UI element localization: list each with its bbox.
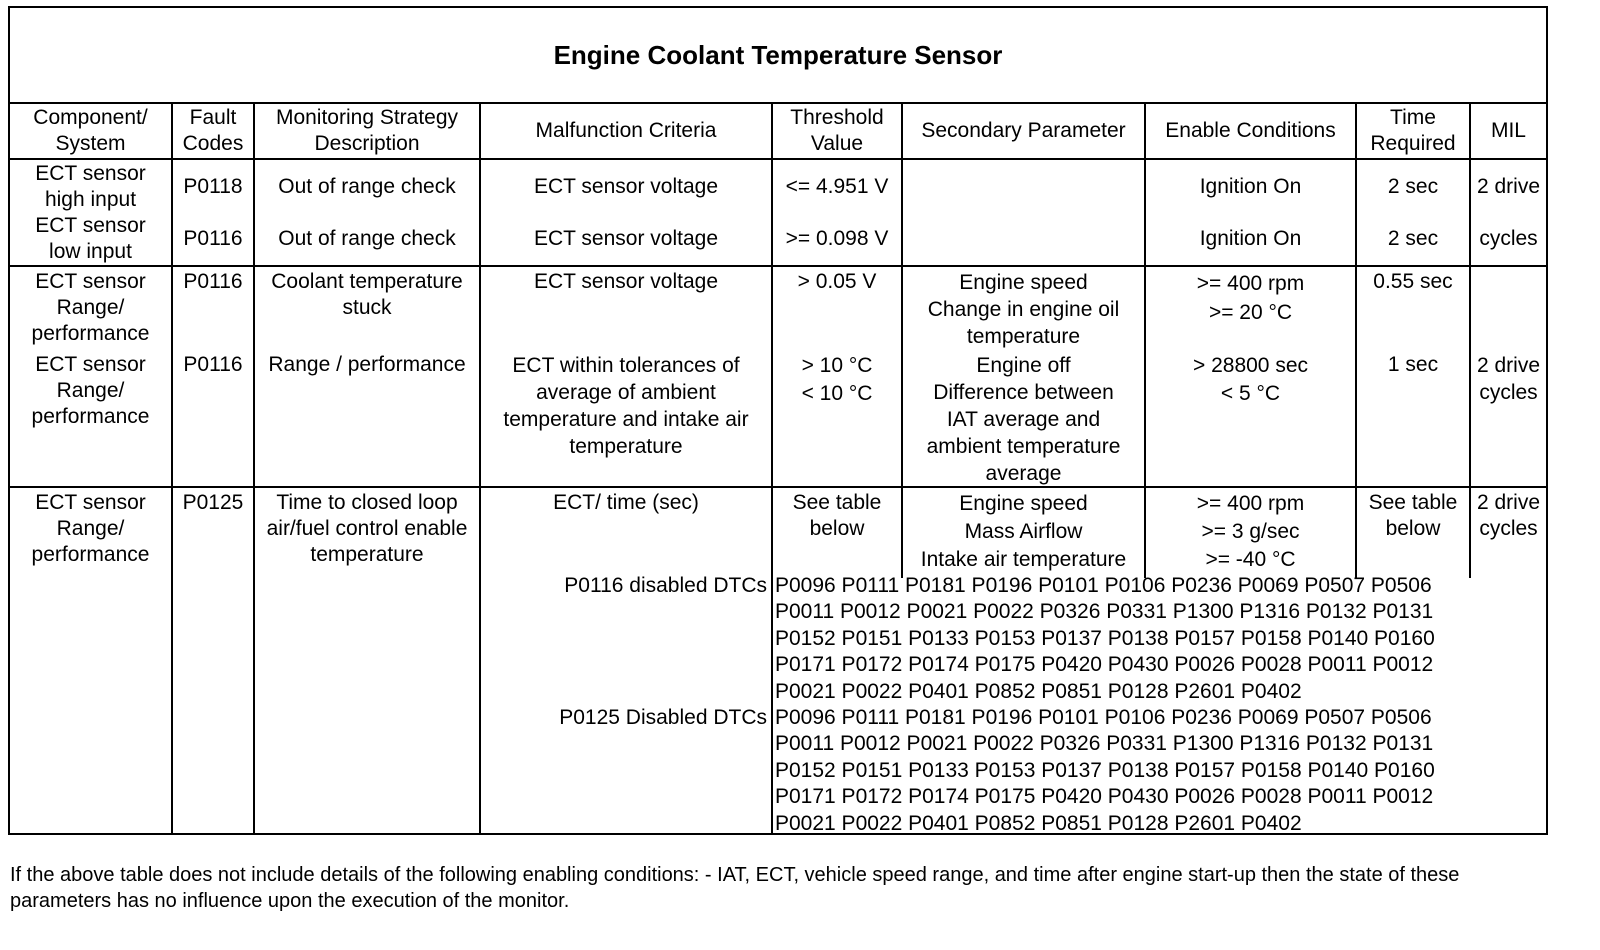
row1-malfunction: ECT sensor voltage <box>533 227 719 250</box>
row2-secondary: Engine speed Change in engine oil temperature <box>927 271 1120 348</box>
col-divider-1 <box>171 104 173 833</box>
row2-malfunction: ECT sensor voltage <box>533 270 719 293</box>
group-divider-1 <box>10 265 1546 267</box>
row3-component: ECT sensor Range/ performance <box>31 353 150 428</box>
row3-strategy: Range / performance <box>268 353 466 376</box>
row2-enable: >= 400 rpm >= 20 °C <box>1196 272 1305 324</box>
row1-component: ECT sensor low input <box>35 214 146 263</box>
row3-mil: 2 drive cycles <box>1476 354 1541 404</box>
row0-malfunction: ECT sensor voltage <box>533 175 719 198</box>
row0-component: ECT sensor high input <box>35 162 146 211</box>
row1-fault-code: P0116 <box>183 227 243 250</box>
row3-threshold: > 10 °C < 10 °C <box>801 354 873 405</box>
header-threshold: Threshold Value <box>790 106 884 155</box>
row1-threshold: >= 0.098 V <box>785 227 889 250</box>
row4-fault-code: P0125 <box>182 491 244 514</box>
row4-secondary: Engine speed Mass Airflow Intake air temperature <box>920 492 1127 571</box>
footnote: If the above table does not include details of the following enabling conditions: - IAT, ECT, vehicle speed range, and time after engine start-up then the state of these parameters has no influence upon the execution of the monitor. <box>10 864 1460 912</box>
row3-time: 1 sec <box>1387 353 1439 376</box>
row4-component: ECT sensor Range/ performance <box>31 491 150 566</box>
row0-fault-code: P0118 <box>183 175 243 198</box>
header-malfunction: Malfunction Criteria <box>535 119 717 142</box>
group-divider-2 <box>10 486 1546 488</box>
header-enable: Enable Conditions <box>1165 119 1336 142</box>
row1-time: 2 sec <box>1387 227 1439 250</box>
row2-strategy: Coolant temperature stuck <box>271 270 463 319</box>
ect-table <box>8 6 1548 835</box>
row4-mil: 2 drive cycles <box>1476 491 1541 540</box>
row3-secondary: Engine off Difference between IAT average and ambient temperature average <box>926 354 1121 485</box>
row4-time: See table below <box>1368 491 1458 540</box>
row3-malfunction: ECT within tolerances of average of ambient temperature and intake air temperature <box>503 354 749 458</box>
row0-threshold: <= 4.951 V <box>785 175 889 198</box>
header-divider <box>10 158 1546 160</box>
header-strategy: Monitoring Strategy Description <box>275 106 459 155</box>
row1-mil: cycles <box>1479 227 1538 250</box>
row1-enable: Ignition On <box>1199 227 1302 250</box>
row2-time: 0.55 sec <box>1373 270 1453 293</box>
table-title: Engine Coolant Temperature Sensor <box>10 8 1546 104</box>
row3-enable: > 28800 sec < 5 °C <box>1192 354 1308 405</box>
row2-threshold: > 0.05 V <box>797 270 877 293</box>
row0-mil: 2 drive <box>1476 175 1541 198</box>
row0-strategy: Out of range check <box>278 175 456 198</box>
header-time: Time Required <box>1370 106 1456 155</box>
row3-fault-code: P0116 <box>183 353 243 376</box>
p0116-disabled-dtcs-list: P0096 P0111 P0181 P0196 P0101 P0106 P0236 P0069 P0507 P0506 P0011 P0012 P0021 P0022 P0326 P0331 P1300 P1316 P0132 P0131 P0152 P0151 P0133 P0153 P0137 P0138 P0157 P0158 P0140 P0160 P0171 P0172 P0174 P0175 P0420 P0430 P0026 P0028 P0011 P0012 P0021 P0022 P0401 P0852 P0851 P0128 P2601 P0402 <box>775 574 1435 703</box>
row0-time: 2 sec <box>1387 175 1439 198</box>
col-divider-4 <box>771 104 773 833</box>
row4-threshold: See table below <box>792 491 882 540</box>
header-component: Component/ System <box>33 106 148 155</box>
p0125-disabled-dtcs-label: P0125 Disabled DTCs <box>559 706 767 729</box>
header-fault-codes: Fault Codes <box>182 106 244 155</box>
row2-component: ECT sensor Range/ performance <box>31 270 150 345</box>
p0116-disabled-dtcs-label: P0116 disabled DTCs <box>564 574 767 597</box>
row4-enable: >= 400 rpm >= 3 g/sec >= -40 °C <box>1196 492 1305 571</box>
row1-strategy: Out of range check <box>278 227 456 250</box>
row0-enable: Ignition On <box>1199 175 1302 198</box>
header-mil: MIL <box>1490 119 1526 142</box>
row4-malfunction: ECT/ time (sec) <box>553 491 699 514</box>
header-secondary: Secondary Parameter <box>921 119 1126 142</box>
p0125-disabled-dtcs-list: P0096 P0111 P0181 P0196 P0101 P0106 P0236 P0069 P0507 P0506 P0011 P0012 P0021 P0022 P0326 P0331 P1300 P1316 P0132 P0131 P0152 P0151 P0133 P0153 P0137 P0138 P0157 P0158 P0140 P0160 P0171 P0172 P0174 P0175 P0420 P0430 P0026 P0028 P0011 P0012 P0021 P0022 P0401 P0852 P0851 P0128 P2601 P0402 <box>775 706 1435 835</box>
row2-fault-code: P0116 <box>183 270 243 293</box>
row4-strategy: Time to closed loop air/fuel control enable temperature <box>266 491 468 566</box>
col-divider-2 <box>253 104 255 833</box>
